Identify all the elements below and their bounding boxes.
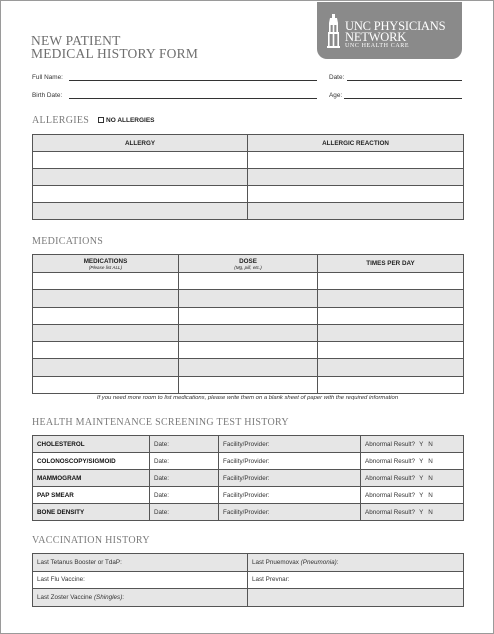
form-title [31,34,198,60]
abnormal-result-label: Abnormal Result? [365,508,416,516]
logo-subtitle: UNC HEALTH CARE [345,43,410,49]
no-allergies-checkbox[interactable] [98,117,104,123]
screening-row [33,453,464,470]
no-allergies-label: NO ALLERGIES [106,117,155,124]
allergies-table [32,134,464,220]
screening-test-name: MAMMOGRAM [33,470,150,487]
no-allergies-option[interactable] [98,117,155,124]
logo-line2: NETWORK [345,30,407,44]
screening-facility-field[interactable]: Facility/Provider: [219,436,361,453]
logo-text [345,21,445,43]
no-option[interactable]: N [428,474,433,482]
medications-header-label: MEDICATIONS [83,257,128,265]
dose-header-label: DOSE [239,257,257,265]
yes-option[interactable]: Y [419,474,424,482]
screening-test-name: BONE DENSITY [33,504,150,521]
reaction-cell[interactable] [248,169,464,186]
date-field[interactable] [347,80,462,81]
screening-row [33,487,464,504]
screening-date-field[interactable]: Date: [150,436,219,453]
screening-abnormal-result[interactable] [361,453,464,470]
allergy-cell[interactable] [33,186,248,203]
screening-facility-field[interactable]: Facility/Provider: [219,487,361,504]
screening-test-name: COLONOSCOPY/SIGMOID [33,453,150,470]
screening-abnormal-result[interactable] [361,470,464,487]
screening-facility-field[interactable]: Facility/Provider: [219,504,361,521]
screening-date-field[interactable]: Date: [150,487,219,504]
abnormal-result-label: Abnormal Result? [365,457,416,465]
screening-abnormal-result[interactable] [361,436,464,453]
screening-abnormal-result[interactable] [361,504,464,521]
dose-header-note: (Mg, pill, etc.) [234,264,262,270]
dose-cell[interactable] [179,307,318,324]
medication-cell[interactable] [33,290,179,307]
prevnar-label: Last Prevnar: [252,576,290,584]
vaccination-table [32,553,464,607]
medications-column-header [33,255,179,273]
flu-vaccine-field[interactable] [33,571,248,589]
yes-option[interactable]: Y [419,440,424,448]
times-per-day-cell[interactable] [318,290,464,307]
birth-date-label: Birth Date: [32,92,63,99]
tetanus-vaccine-label: Last Tetanus Booster or TdaP: [37,558,122,566]
abnormal-result-label: Abnormal Result? [365,474,416,482]
allergies-heading: ALLERGIES [32,115,90,126]
zoster-colon: : [122,593,125,601]
medications-header-note: (Please list ALL) [88,264,123,270]
full-name-label: Full Name: [32,74,63,81]
reaction-column-header: ALLERGIC REACTION [248,135,464,152]
allergy-cell[interactable] [33,152,248,169]
logo-line1: UNC PHYSICIANS [345,19,446,33]
no-option[interactable]: N [428,491,433,499]
times-per-day-cell[interactable] [318,324,464,341]
pneumovax-colon: : [336,558,339,566]
medications-heading: MEDICATIONS [32,236,104,247]
allergy-cell[interactable] [33,169,248,186]
medication-cell[interactable] [33,307,179,324]
zoster-vaccine-field[interactable] [33,589,248,607]
tetanus-vaccine-field[interactable] [33,554,248,572]
yes-option[interactable]: Y [419,457,424,465]
screening-test-name: PAP SMEAR [33,487,150,504]
vaccine-blank-cell[interactable] [248,589,464,607]
screening-row [33,436,464,453]
age-label: Age: [329,92,343,99]
yes-option[interactable]: Y [419,491,424,499]
times-per-day-cell[interactable] [318,376,464,393]
dose-cell[interactable] [179,376,318,393]
dose-cell[interactable] [179,342,318,359]
medications-table [32,254,464,394]
screening-facility-field[interactable]: Facility/Provider: [219,470,361,487]
allergy-cell[interactable] [33,203,248,220]
screening-test-name: CHOLESTEROL [33,436,150,453]
zoster-label: Last Zoster Vaccine [37,593,94,601]
medication-cell[interactable] [33,273,179,290]
screening-facility-field[interactable]: Facility/Provider: [219,453,361,470]
date-label: Date: [329,74,345,81]
medication-cell[interactable] [33,342,179,359]
dose-cell[interactable] [179,273,318,290]
screening-heading: HEALTH MAINTENANCE SCREENING TEST HISTORY [32,417,289,428]
reaction-cell[interactable] [248,203,464,220]
screening-date-field[interactable]: Date: [150,504,219,521]
screening-row [33,504,464,521]
dose-cell[interactable] [179,324,318,341]
zoster-note: (Shingles) [93,593,123,601]
no-option[interactable]: N [428,457,433,465]
flu-vaccine-label: Last Flu Vaccine: [37,576,85,584]
vaccination-heading: VACCINATION HISTORY [32,535,150,546]
form-title-line2: MEDICAL HISTORY FORM [31,46,199,61]
form-title-line1: NEW PATIENT [31,33,121,48]
allergy-column-header: ALLERGY [33,135,248,152]
unc-logo [317,2,462,59]
reaction-cell[interactable] [248,152,464,169]
screening-date-field[interactable]: Date: [150,453,219,470]
bell-tower-icon [327,14,340,48]
birth-date-field[interactable] [69,98,317,99]
pneumovax-note: (Pneumonia) [300,558,337,566]
medication-cell[interactable] [33,376,179,393]
dose-cell[interactable] [179,359,318,376]
screening-table [32,435,464,521]
times-per-day-cell[interactable] [318,359,464,376]
dose-cell[interactable] [179,290,318,307]
yes-option[interactable]: Y [419,508,424,516]
times-per-day-cell[interactable] [318,273,464,290]
full-name-field[interactable] [69,80,317,81]
times-per-day-column-header: TIMES PER DAY [318,255,464,273]
screening-row [33,470,464,487]
no-option[interactable]: N [428,508,433,516]
screening-date-field[interactable]: Date: [150,470,219,487]
medication-cell[interactable] [33,324,179,341]
no-option[interactable]: N [428,440,433,448]
prevnar-vaccine-field[interactable] [248,571,464,589]
screening-abnormal-result[interactable] [361,487,464,504]
age-field[interactable] [344,98,462,99]
medications-note: If you need more room to list medications, please write them on a blank sheet of paper with the required information [96,395,399,401]
reaction-cell[interactable] [248,186,464,203]
abnormal-result-label: Abnormal Result? [365,491,416,499]
times-per-day-cell[interactable] [318,342,464,359]
medication-cell[interactable] [33,359,179,376]
pneumovax-vaccine-field[interactable] [248,554,464,572]
pneumovax-label: Last Pnuemovax [252,558,301,566]
dose-column-header [179,255,318,273]
abnormal-result-label: Abnormal Result? [365,440,416,448]
times-per-day-cell[interactable] [318,307,464,324]
